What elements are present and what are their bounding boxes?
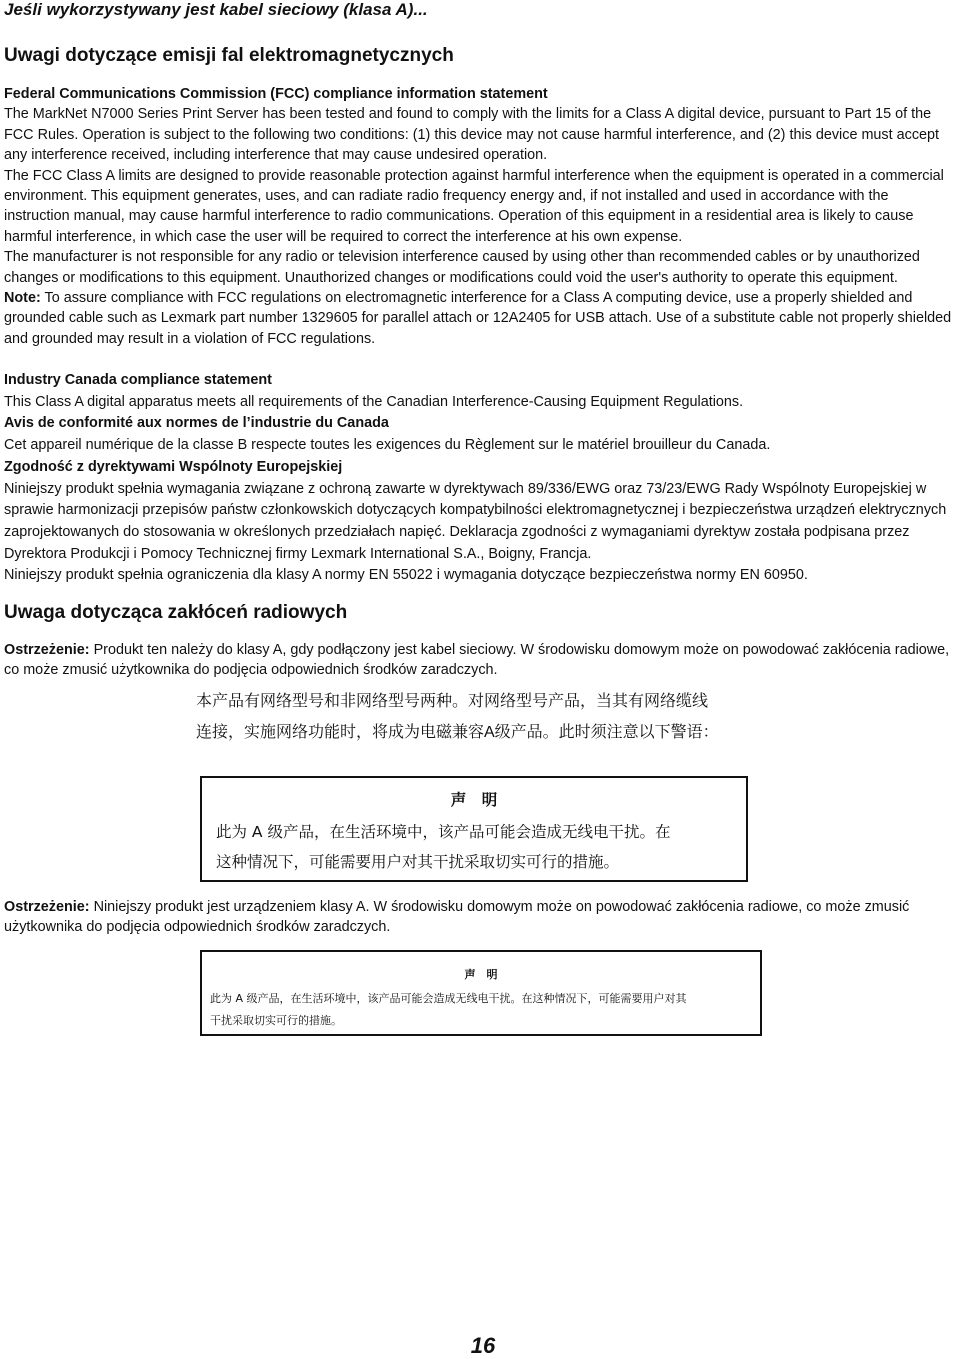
warning-2-text: Niniejszy produkt jest urządzeniem klasy A. W środowisku domowym może on powodować zakłócenia radiowe, co może zmusić użytkownika do podjęcia odpowiednich środków zaradczych. xyxy=(4,899,910,936)
fcc-note-text: To assure compliance with FCC regulations on electromagnetic interference for a Class A computing device, use a properly shielded and grounded cable such as Lexmark part number 1329605 for parallel attach or 12A2405 for USB attach. Use of a substitute cable not properly shielded and grounded may result in a violation of FCC regulations. xyxy=(4,290,952,347)
avis-heading: Avis de conformité aux normes de l’industrie du Canada xyxy=(4,415,389,432)
statement-small-line-2: 干扰采取切实可行的措施。 xyxy=(210,1014,342,1027)
statement-small-line-1: 此为 A 级产品，在生活环境中，该产品可能会造成无线电干扰。在这种情况下，可能需要用户对其 xyxy=(210,992,687,1005)
statement-title: 声 明 xyxy=(450,791,498,809)
warning-2-label: Ostrzeżenie: xyxy=(4,899,90,915)
warning-1-label: Ostrzeżenie: xyxy=(4,642,90,658)
eu-paragraph-1: Niniejszy produkt spełnia wymagania związane z ochroną zawarte w dyrektywach 89/336/EWG oraz 73/23/EWG Rady Wspólnoty Europejskiej w sprawie harmonizacji przepisów państw członkowskich dotyczących kompatybilności elektromagnetycznej i bezpieczeństwa urządzeń elektrycznych zaprojektowanych do stosowania w określonych przedziałach napięć. Deklaracja zgodności z wymaganiami dyrektyw została podpisana przez Dyrektora Produkcji i Pomocy Technicznej firmy Lexmark International S.A., Boigny, Francja. xyxy=(4,480,947,562)
radio-warning-2 xyxy=(4,897,958,938)
eu-heading: Zgodność z dyrektywami Wspólnoty Europejskiej xyxy=(4,458,343,475)
warning-1-text: Produkt ten należy do klasy A, gdy podłączony jest kabel sieciowy. W środowisku domowym może on powodować zakłócenia radiowe, co może zmusić użytkownika do podjęcia odpowiednich środków zaradczych. xyxy=(4,642,950,679)
chinese-notice-line-2: 连接，实施网络功能时，将成为电磁兼容A级产品。此时须注意以下警语： xyxy=(196,724,719,741)
fcc-paragraph-3: The manufacturer is not responsible for any radio or television interference caused by using other than recommended cables or by unauthorized changes or modifications to this equipment. Unauthorized changes or modifications could void the user's authority to operate this equipment. xyxy=(4,249,920,286)
page-number: 16 xyxy=(470,1333,496,1358)
statement-line-1: 此为 A 级产品，在生活环境中，该产品可能会造成无线电干扰。在 xyxy=(216,823,671,841)
radio-warning-1 xyxy=(4,640,958,681)
industry-canada-text: This Class A digital apparatus meets all requirements of the Canadian Interference-Causing Equipment Regulations. xyxy=(4,393,744,410)
chinese-notice-line-1: 本产品有网络型号和非网络型号两种。对网络型号产品，当其有网络缆线 xyxy=(196,693,709,710)
avis-text: Cet appareil numérique de la classe B respecte toutes les exigences du Règlement sur le matériel brouilleur du Canada. xyxy=(4,437,771,454)
chinese-statement-box-large xyxy=(200,776,748,882)
page-top-heading: Jeśli wykorzystywany jest kabel sieciowy (klasa A)... xyxy=(4,0,428,19)
fcc-note xyxy=(4,288,958,349)
fcc-heading: Federal Communications Commission (FCC) compliance information statement xyxy=(4,86,548,102)
emc-heading: Uwagi dotyczące emisji fal elektromagnetycznych xyxy=(4,45,454,66)
fcc-paragraph-1: The MarkNet N7000 Series Print Server has been tested and found to comply with the limits for a Class A digital device, pursuant to Part 15 of the FCC Rules. Operation is subject to the following two conditions: (1) this device may not cause harmful interference, and (2) this device must accept any interference received, including interference that may cause undesired operation. xyxy=(4,106,940,164)
canada-section xyxy=(4,370,958,587)
chinese-notice xyxy=(196,686,796,748)
chinese-statement-box-small xyxy=(200,950,762,1036)
fcc-paragraph-2: The FCC Class A limits are designed to provide reasonable protection against harmful interference when the equipment is operated in a commercial environment. This equipment generates, uses, and can radiate radio frequency energy and, if not installed and used in accordance with the instruction manual, may cause harmful interference to radio communications. Operation of this equipment in a residential area is likely to cause harmful interference, in which case the user will be required to correct the interference at his own expense. xyxy=(4,167,944,245)
statement-small-title: 声 明 xyxy=(464,968,498,981)
radio-heading: Uwaga dotycząca zakłóceń radiowych xyxy=(4,602,348,623)
fcc-note-label: Note: xyxy=(4,290,41,307)
fcc-section xyxy=(4,84,958,349)
statement-line-2: 这种情况下，可能需要用户对其干扰采取切实可行的措施。 xyxy=(216,853,620,871)
eu-paragraph-2: Niniejszy produkt spełnia ograniczenia dla klasy A normy EN 55022 i wymagania dotyczące bezpieczeństwa normy EN 60950. xyxy=(4,567,808,584)
industry-canada-heading: Industry Canada compliance statement xyxy=(4,372,272,388)
